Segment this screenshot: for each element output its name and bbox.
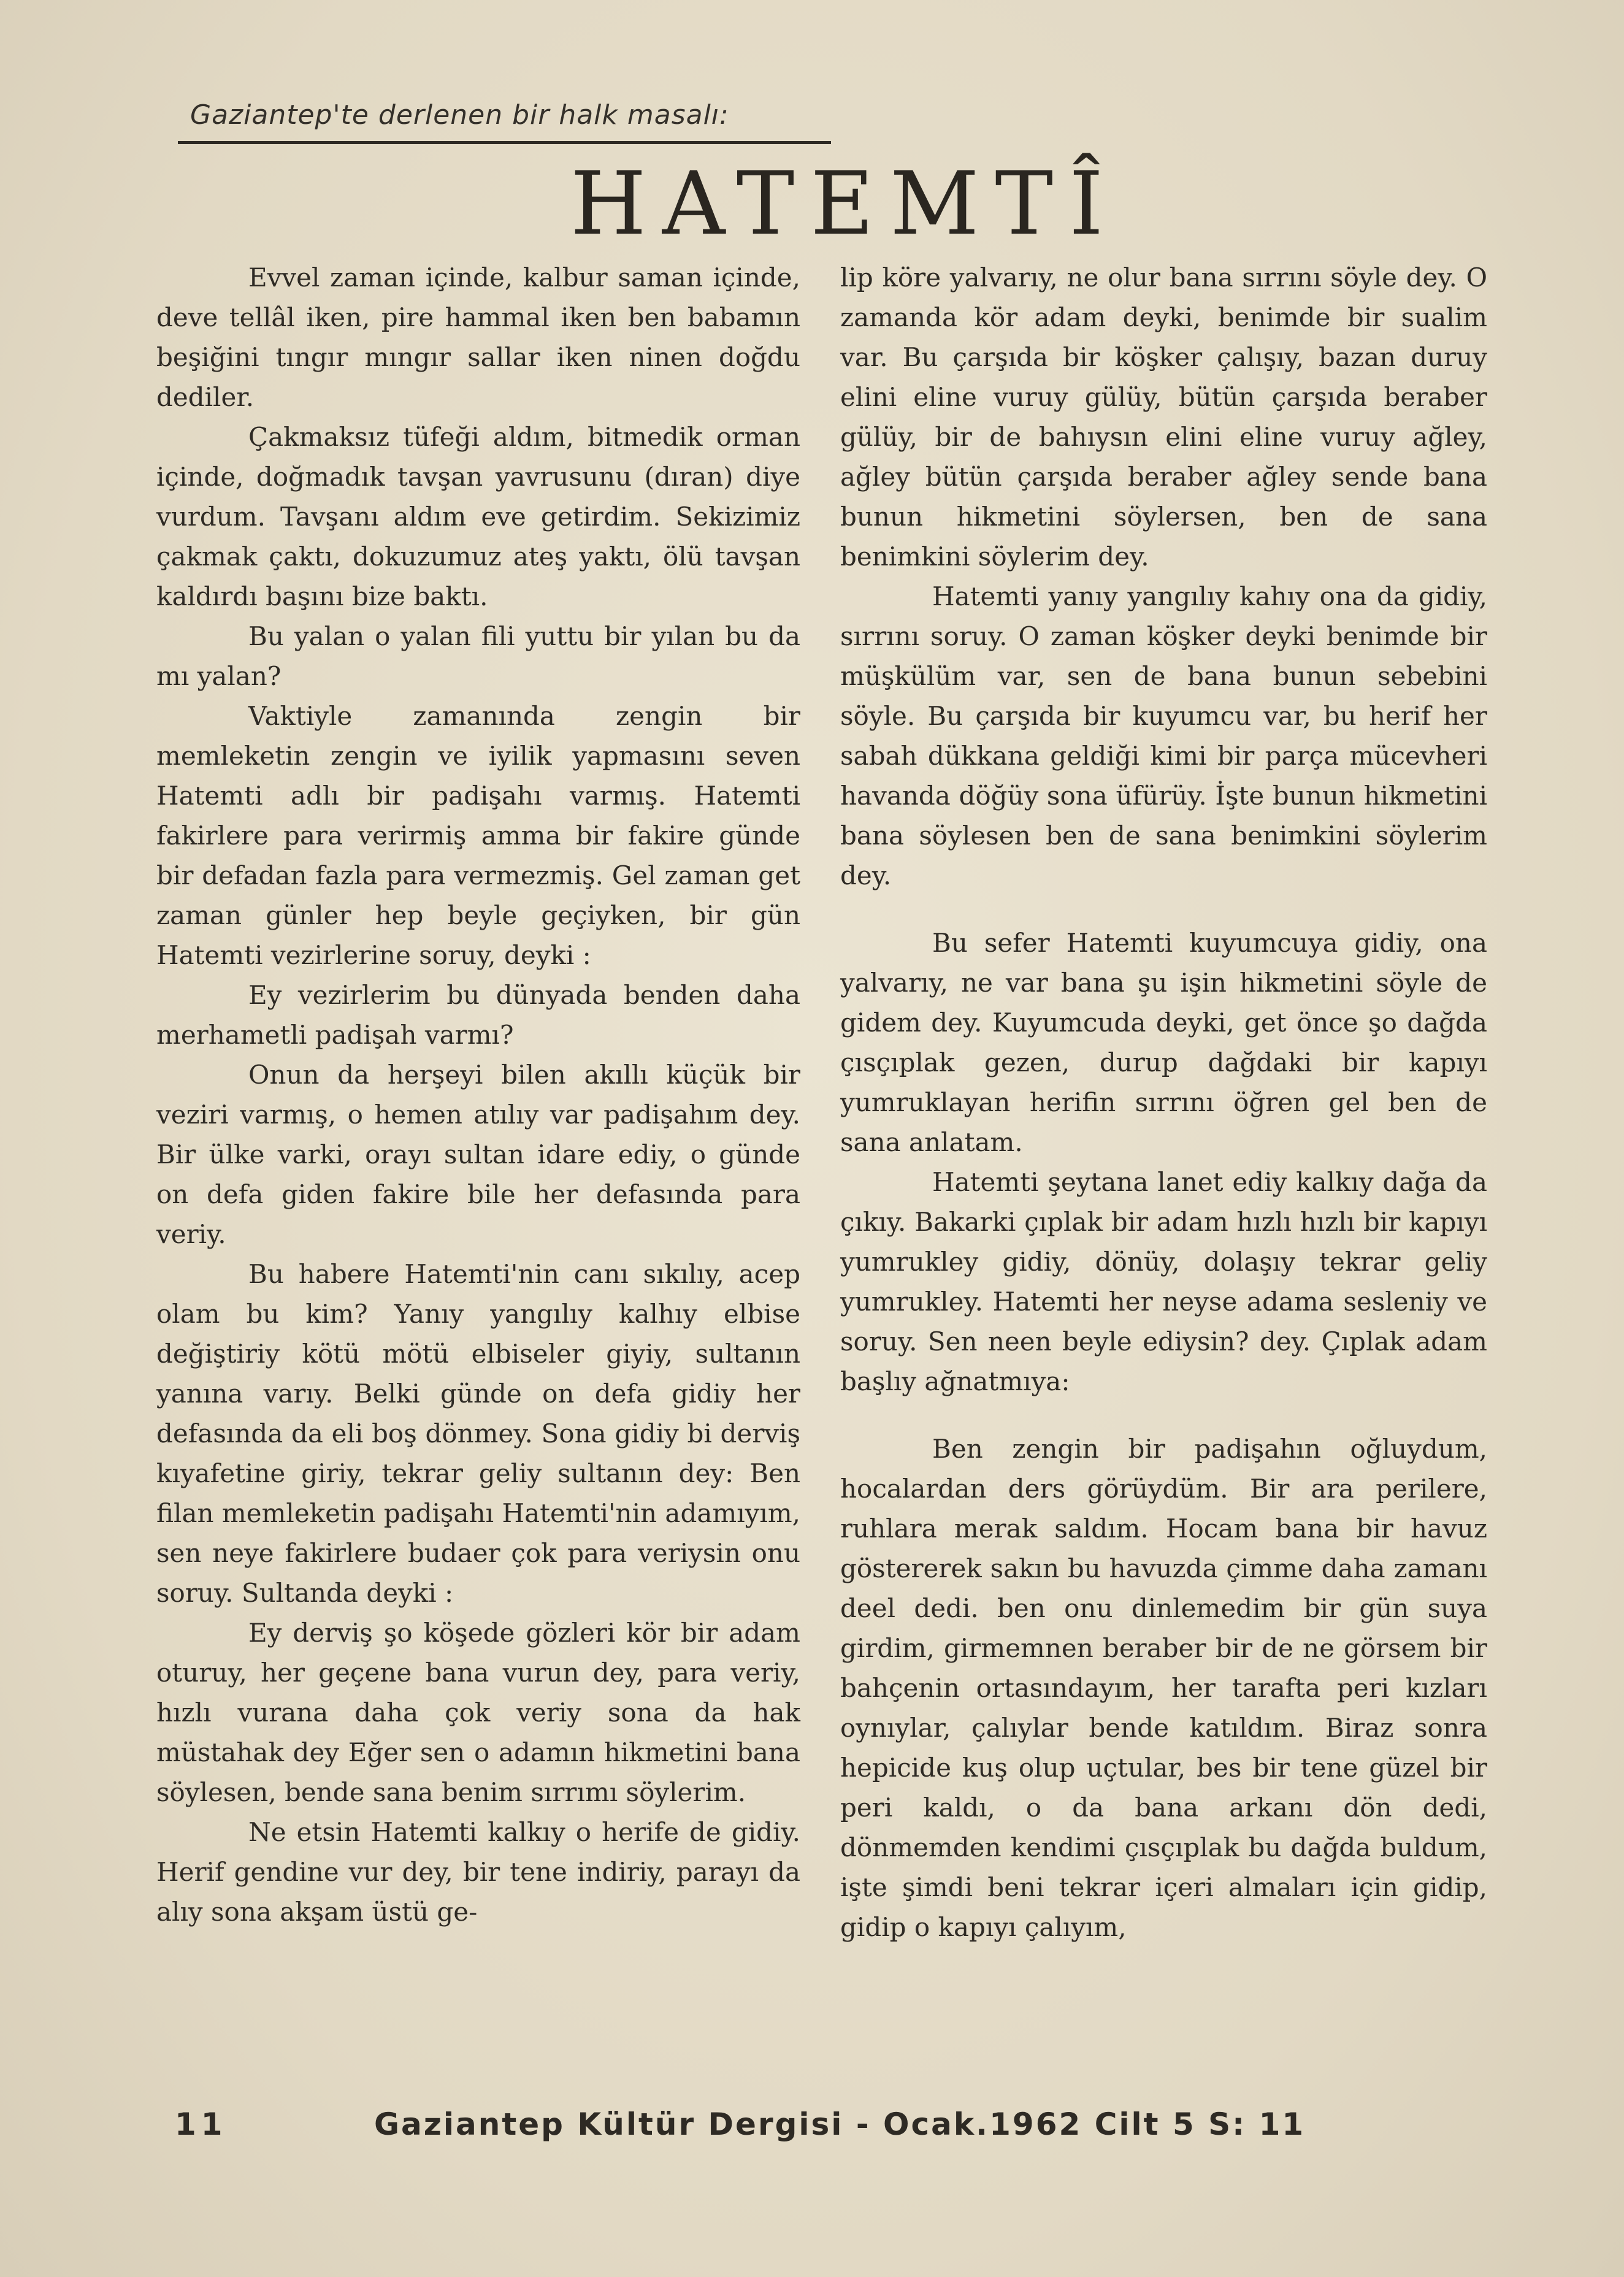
kicker-underline [178,141,831,144]
left-column [156,258,800,1932]
paragraph: Bu yalan o yalan fili yuttu bir yılan bu da mı yalan? [156,621,800,691]
paragraph: Ey derviş şo köşede gözleri kör bir adam oturuy, her geçene bana vurun dey, para veriy, hızlı vurana daha çok veriy sona da hak müstahak dey Eğer sen o adamın hikmetini bana söylesen, bende sana benim sırrımı söylerim. [156,1618,800,1807]
article-title: HATEMTÎ [570,153,1120,254]
paragraph: Vaktiyle zamanında zengin bir memleketin zengin ve iyilik yapmasını seven Hatemti adlı bir padişahı varmış. Hatemti fakirlere para verirmiş amma bir fakire günde bir defadan fazla para vermezmiş. Gel zaman get zaman günler hep beyle geçiyken, bir gün Hatemti vezirlerine soruy, deyki : [156,701,800,970]
paragraph: Bu habere Hatemti'nin canı sıkılıy, acep olam bu kim? Yanıy yangılıy kalhıy elbise değiştiriy kötü mötü elbiseler giyiy, sultanın yanına varıy. Belki günde on defa gidiy her defasında da eli boş dönmey. Sona gidiy bi derviş kıyafetine giriy, tekrar geliy sultanın dey: Ben filan memleketin padişahı Hatemti'nin adamıyım, sen neye fakirlere budaer çok para veriysin onu soruy. Sultanda deyki : [156,1259,800,1608]
article-kicker: Gaziantep'te derlenen bir halk masalı: [190,99,729,131]
paragraph: Ne etsin Hatemti kalkıy o herife de gidiy. Herif gendine vur dey, bir tene indiriy, parayı da alıy sona akşam üstü ge- [156,1817,800,1927]
journal-citation: Gaziantep Kültür Dergisi - Ocak.1962 Cilt 5 S: 11 [374,2107,1306,2142]
paragraph: lip köre yalvarıy, ne olur bana sırrını söyle dey. O zamanda kör adam deyki, benimde bir sualim var. Bu çarşıda bir köşker çalışıy, bazan duruy elini eline vuruy gülüy, bütün çarşıda beraber gülüy, bir de bahıysın elini eline vuruy ağley, ağley bütün çarşıda beraber ağley sende bana bunun hikmetini söylersen, ben de sana benimkini söylerim dey. [840,262,1487,572]
paragraph: Hatemti şeytana lanet ediy kalkıy dağa da çıkıy. Bakarki çıplak bir adam hızlı hızlı bir kapıyı yumrukley gidiy, dönüy, dolaşıy tekrar geliy yumrukley. Hatemti her neyse adama sesleniy ve soruy. Sen neen beyle ediysin? dey. Çıplak adam başlıy ağnatmıya: [840,1167,1487,1396]
paragraph: Çakmaksız tüfeği aldım, bitmedik orman içinde, doğmadık tavşan yavrusunu (dıran) diye vurdum. Tavşanı aldım eve getirdim. Sekizimiz çakmak çaktı, dokuzumuz ateş yaktı, ölü tavşan kaldırdı başını bize baktı. [156,422,800,611]
right-column [840,258,1487,1947]
paragraph: Onun da herşeyi bilen akıllı küçük bir veziri varmış, o hemen atılıy var padişahım dey. Bir ülke varki, orayı sultan idare ediy, o günde on defa giden fakire bile her defasında para veriy. [156,1060,800,1249]
paragraph: Ey vezirlerim bu dünyada benden daha merhametli padişah varmı? [156,980,800,1050]
page-number: 11 [175,2107,228,2142]
page-footer [0,2107,1624,2149]
paragraph: Ben zengin bir padişahın oğluydum, hocalardan ders görüydüm. Bir ara perilere, ruhlara merak saldım. Hocam bana bir havuz göstererek sakın bu havuzda çimme daha zamanı deel dedi. ben onu dinlemedim bir gün suya girdim, girmemnen beraber bir de ne görsem bir bahçenin ortasındayım, her tarafta peri kızları oynıylar, çalıylar bende katıldım. Biraz sonra hepicide kuş olup uçtular, bes bir tene güzel bir peri kaldı, o da bana arkanı dön dedi, dönmemden kendimi çısçıplak bu dağda buldum, işte şimdi beni tekrar içeri almaları için gidip, gidip o kapıyı çalıyım, [840,1434,1487,1942]
paragraph: Hatemti yanıy yangılıy kahıy ona da gidiy, sırrını soruy. O zaman köşker deyki benimde bir müşkülüm var, sen de bana bunun sebebini söyle. Bu çarşıda bir kuyumcu var, bu herif her sabah dükkana geldiği kimi bir parça mücevheri havanda döğüy sona üfürüy. İşte bunun hikmetini bana söylesen ben de sana benimkini söylerim dey. [840,581,1487,890]
paragraph: Bu sefer Hatemti kuyumcuya gidiy, ona yalvarıy, ne var bana şu işin hikmetini söyle de gidem dey. Kuyumcuda deyki, get önce şo dağda çısçıplak gezen, durup dağdaki bir kapıyı yumruklayan herifin sırrını öğren gel ben de sana anlatam. [840,928,1487,1157]
paragraph: Evvel zaman içinde, kalbur saman içinde, deve tellâl iken, pire hammal iken ben babamın beşiğini tıngır mıngır sallar iken ninen doğdu dediler. [156,262,800,412]
